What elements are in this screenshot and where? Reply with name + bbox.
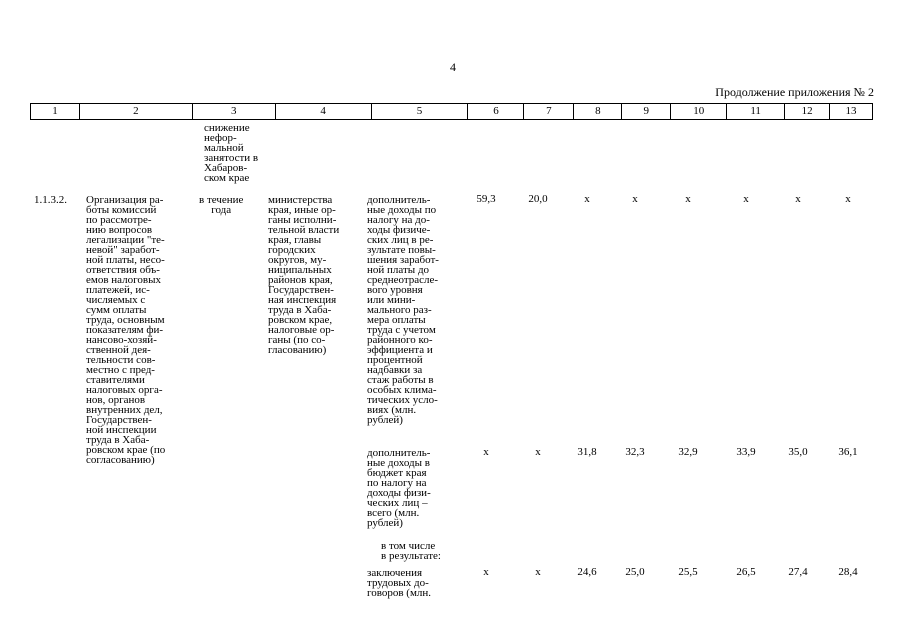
row-term: в течение года <box>199 194 244 216</box>
indicator-1-col-13: x <box>845 193 851 205</box>
header-col-8: 8 <box>574 104 622 119</box>
indicator-3-col-9: 25,0 <box>625 566 645 578</box>
header-col-5: 5 <box>372 104 469 119</box>
indicator-1-col-10: x <box>685 193 691 205</box>
header-col-2: 2 <box>80 104 193 119</box>
indicator-3-col-13: 28,4 <box>838 566 858 578</box>
header-col-11: 11 <box>727 104 785 119</box>
indicator-1-col-8: x <box>584 193 590 205</box>
indicator-2-col-12: 35,0 <box>788 446 808 458</box>
indicator-3-col-11: 26,5 <box>736 566 756 578</box>
indicator-subheading: в том числе в результате: <box>381 540 441 562</box>
header-col-13: 13 <box>830 104 873 119</box>
indicator-1-col-11: x <box>743 193 749 205</box>
row-executors: министерства края, иные ор- ганы исполни- тельной власти края, главы городских округов, му- ниципальных районов края, Государствен- ная инспекция труда в Хаба- ровском крае, налоговые ор- ганы (по со- гласованию) <box>268 194 340 356</box>
indicator-2-col-11: 33,9 <box>736 446 756 458</box>
header-col-10: 10 <box>671 104 727 119</box>
indicator-1-col-6: 59,3 <box>476 193 496 205</box>
indicator-3-text: заключения трудовых до- говоров (млн. <box>367 567 432 599</box>
prev-row-column-3: снижение нефор- мальной занятости в Хабаров- ском крае <box>204 122 259 184</box>
indicator-3-col-6: x <box>483 566 489 578</box>
header-col-12: 12 <box>785 104 830 119</box>
header-col-7: 7 <box>524 104 574 119</box>
indicator-1-col-7: 20,0 <box>528 193 548 205</box>
indicator-2-col-9: 32,3 <box>625 446 645 458</box>
table-header <box>30 103 873 120</box>
header-col-6: 6 <box>468 104 524 119</box>
indicator-2-text: дополнитель- ные доходы в бюджет края по налогу на доходы физи- ческих лиц – всего (млн. рублей) <box>367 447 431 529</box>
indicator-3-col-7: x <box>535 566 541 578</box>
row-description: Организация ра- боты комиссий по рассмотре- нию вопросов легализации "те- невой" заработ- ной платы, несо- ответствия объ- емов налоговых платежей, ис- числяемых с сумм оплаты труда, основным показателям фи- нансово-хозяй- ственной дея- тельности сов- местно с пред- ставителями налоговых орга- нов, органов внутренних дел, Государствен- ной инспекции труда в Хаба- ровском крае (по согласованию) <box>86 194 166 466</box>
header-col-3: 3 <box>193 104 276 119</box>
continuation-label: Продолжение приложения № 2 <box>715 85 874 99</box>
indicator-3-col-8: 24,6 <box>577 566 597 578</box>
indicator-3-col-10: 25,5 <box>678 566 698 578</box>
indicator-1-col-9: x <box>632 193 638 205</box>
header-col-9: 9 <box>622 104 671 119</box>
indicator-3-col-12: 27,4 <box>788 566 808 578</box>
indicator-1-col-12: x <box>795 193 801 205</box>
indicator-2-col-8: 31,8 <box>577 446 597 458</box>
header-col-1: 1 <box>31 104 80 119</box>
row-number: 1.1.3.2. <box>34 194 67 206</box>
page-number: 4 <box>450 60 456 74</box>
indicator-2-col-7: x <box>535 446 541 458</box>
header-col-4: 4 <box>276 104 372 119</box>
indicator-1-text: дополнитель- ные доходы по налогу на до- ходы физиче- ских лиц в ре- зультате повы- шения заработ- ной платы до среднеотрасле- вого уровня или мини- мального раз- мера оплаты труда с учетом районного ко- эффициента и процентной надбавки за стаж работы в особых клима- тических усло- виях (млн. рублей) <box>367 194 439 426</box>
indicator-2-col-10: 32,9 <box>678 446 698 458</box>
indicator-2-col-13: 36,1 <box>838 446 858 458</box>
indicator-2-col-6: x <box>483 446 489 458</box>
